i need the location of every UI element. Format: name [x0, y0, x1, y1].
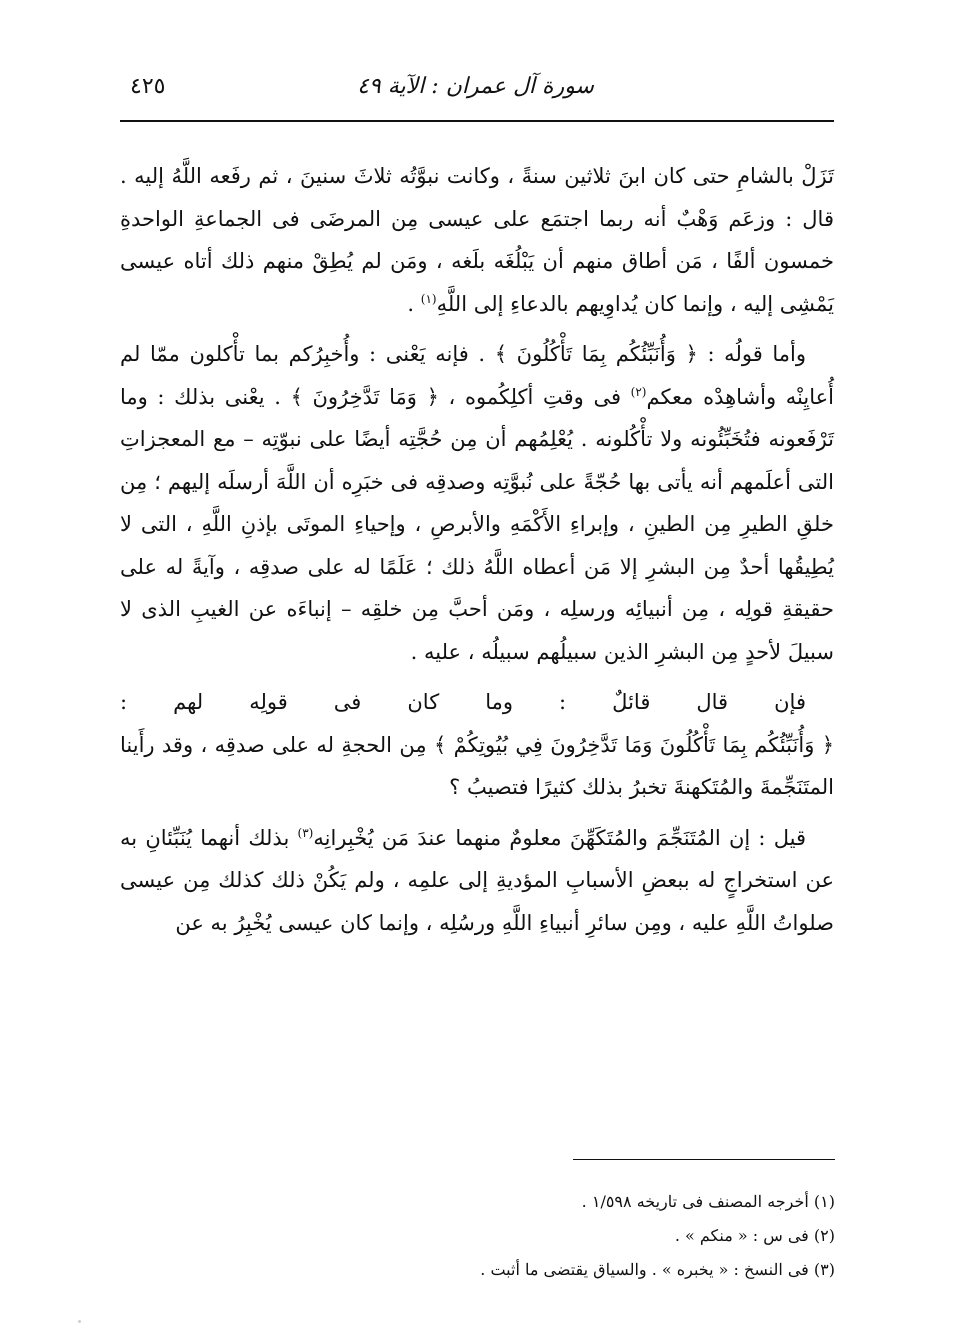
- footnotes: [121, 1185, 835, 1287]
- text-run: فى وقتِ أكلِكُموه ،: [438, 384, 631, 409]
- text-run: قيل : إن المُتَنَجِّمَ والمُتَكَهِّنَ معلومٌ منهما عندَ مَن يُخْبِرانِه: [313, 825, 807, 850]
- running-title: سورة آل عمران : الآية ٤٩: [357, 74, 594, 99]
- footnote-1: (١) أخرجه المصنف فى تاريخه ١/٥٩٨ .: [581, 1192, 835, 1211]
- main-text: [120, 155, 834, 944]
- text-run: وأما قولُه :: [697, 342, 806, 366]
- text-run: . فإنه يَعْنى : وأُخبِرُكم بما تأْكلون ممّا لم أُعايِنْه وأشاهِدْه معكم: [120, 342, 834, 409]
- text-run: مِن الحجةِ له على صدقِه ، وقد رأَينا المتَنَجِّمةَ والمُتَكهنةَ تخبرُ بذلك كثيرًا فتصيبُ ؟: [120, 732, 834, 799]
- text-run: .: [407, 291, 421, 316]
- paragraph-2: [120, 333, 834, 673]
- quran-quote: ﴿ وَأُنَبِّئُكُم بِمَا تَأْكُلُونَ وَمَا تَدَّخِرُونَ فِي بُيُوتِكُمْ ﴾: [433, 732, 834, 757]
- quran-quote: ﴿ وَأُنَبِّئُكُم بِمَا تَأْكُلُونَ ﴾: [494, 342, 698, 366]
- header-rule: [120, 120, 834, 122]
- text-run: . يعْنى بذلك : وما تَرْفَعونه فتُخَبِّئُونه ولا تأْكُلونه . يُعْلِمُهم أن مِن حُجَّتِه أيضًا على نبوّتِه – مع المعجزاتِ التى أعلَمهم أنه يأتى بها حُجّةً على نُبوَّتِه وصدقِه فى خبَرِه أن اللَّهَ أرسلَه إليهم ؛ مِن خلقِ الطيرِ مِن الطينِ ، وإبراءِ الأَكْمَهِ والأبرصِ ، وإحياءِ الموتَى بإذنِ اللَّهِ ، التى لا يُطِيقُها أحدٌ مِن البشرِ إلا مَن أعطاه اللَّهُ ذلك ؛ عَلَمًا له على صدقِه ، وآيةً له على حقيقةِ قولِه ، مِن أنبيائِه ورسلِه ، ومَن أحبَّ مِن خلقِه – إنباءَه عن الغيبِ الذى لا سبيلَ لأحدٍ مِن البشرِ الذين سبيلُهم سبيلُه ، عليه .: [120, 384, 834, 664]
- footnote-ref: (١): [420, 291, 437, 306]
- page-number: ٤٢٥: [130, 74, 166, 99]
- scan-speck: [78, 1320, 81, 1323]
- text-run: بذلك أنهما يُنَبِّئانِ به عن استخراجٍ له ببعضِ الأسبابِ المؤديةِ إلى علمِه ، ولم يَكُنْ ذلك كذلك مِن عيسى صلواتُ اللَّهِ عليه ، ومِن سائرِ أنبياءِ اللَّهِ ورسُلِه ، وإنما كان عيسى يُخْبِرُ به عن: [120, 825, 834, 935]
- text-run: فإن قال قائلٌ : وما كان فى قولِه لهم :: [120, 690, 806, 714]
- paragraph-3: [120, 681, 834, 809]
- quran-quote: ﴿ وَمَا تَدَّخِرُونَ ﴾: [290, 384, 439, 409]
- footnote-2: (٢) فى س : « منكم » .: [674, 1226, 835, 1245]
- text-run: تَزَلْ بالشامِ حتى كان ابنَ ثلاثين سنةً ، وكانت نبوَّتُه ثلاثَ سنينَ ، ثم رفَعه اللَّهُ إليه . قال : وزعَم وَهْبٌ أنه ربما اجتمَع على عيسى مِن المرضَى فى الجماعةِ الواحدةِ خمسون ألفًا ، مَن أطاق منهم أن يَبْلُغَه بلَغه ، ومَن لم يُطِقْ منهم ذلك أتاه عيسى يَمْشِى إليه ، وإنما كان يُداوِيهم بالدعاءِ إلى اللَّهِ: [120, 164, 834, 316]
- paragraph-4: [120, 817, 834, 945]
- footnote-3: (٣) فى النسخ : « يخبره » . والسياق يقتضى ما أثبت .: [480, 1260, 835, 1279]
- running-header: [120, 74, 834, 110]
- footnote-rule: [573, 1159, 835, 1160]
- paragraph-1: [120, 155, 834, 325]
- footnote-ref: (٣): [297, 825, 314, 840]
- footnote-ref: (٢): [630, 384, 647, 399]
